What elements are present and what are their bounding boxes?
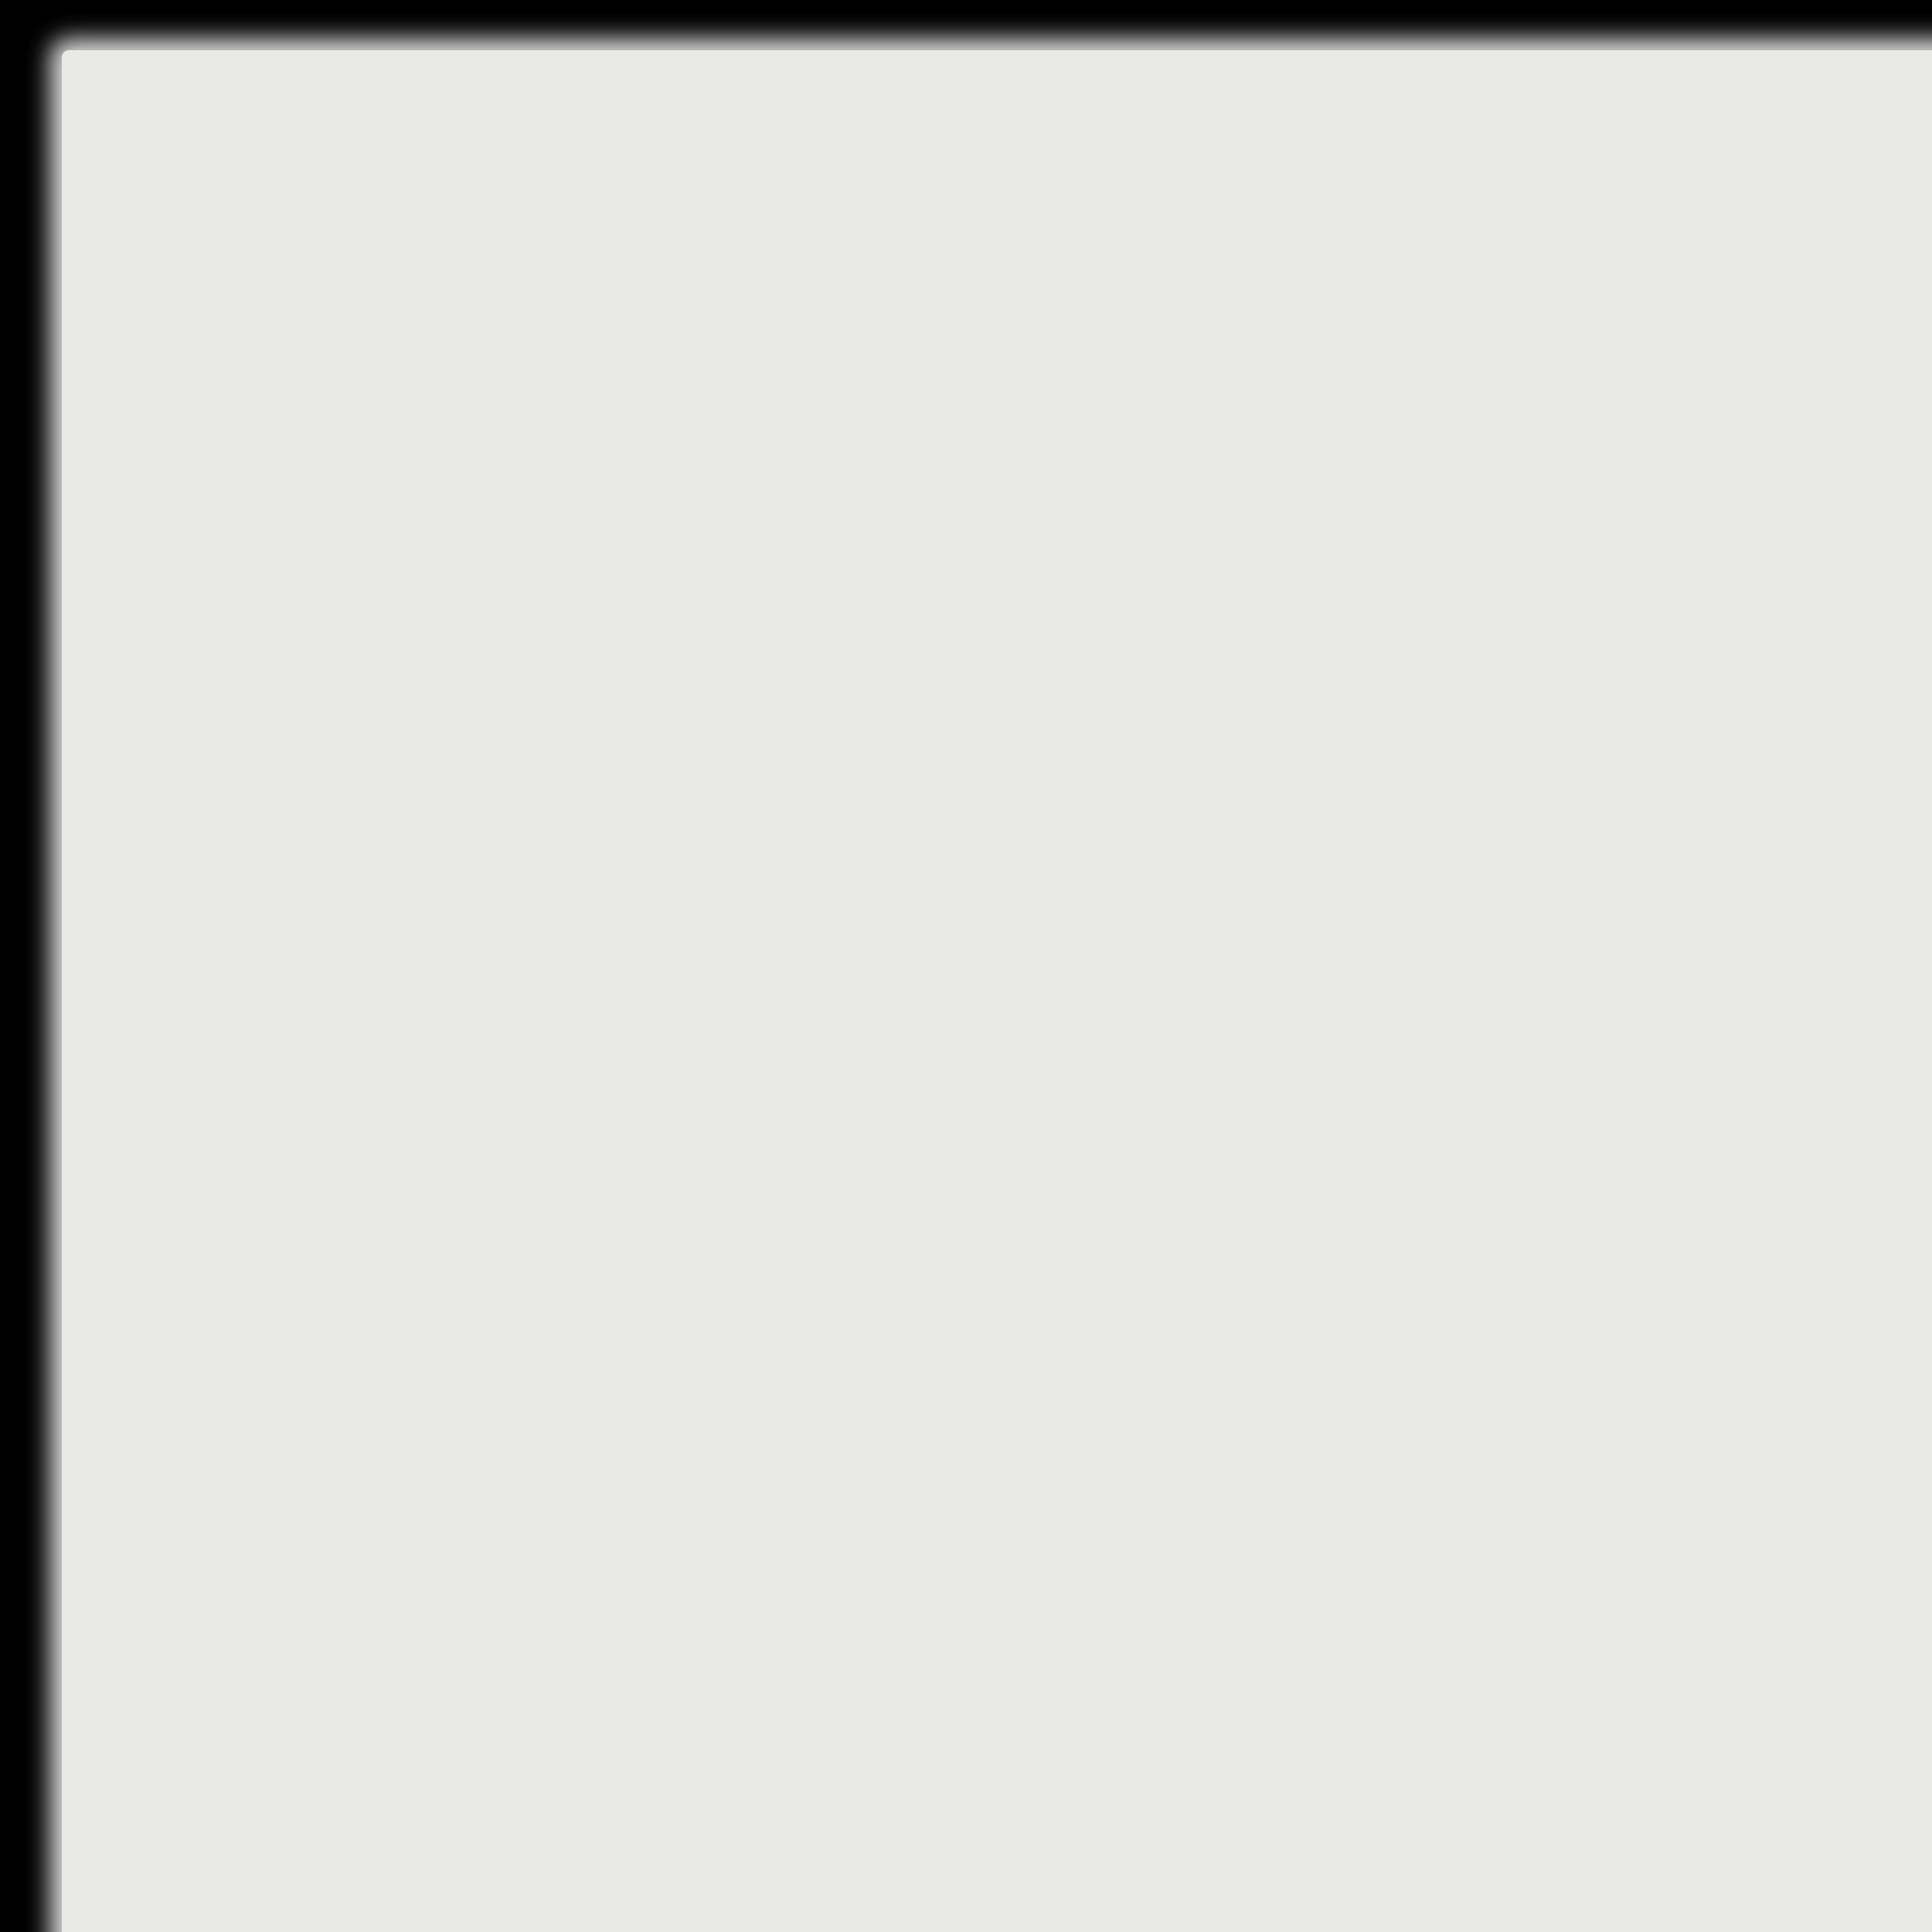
form-grid [62,50,1932,1932]
census-sheet [62,50,1932,1932]
